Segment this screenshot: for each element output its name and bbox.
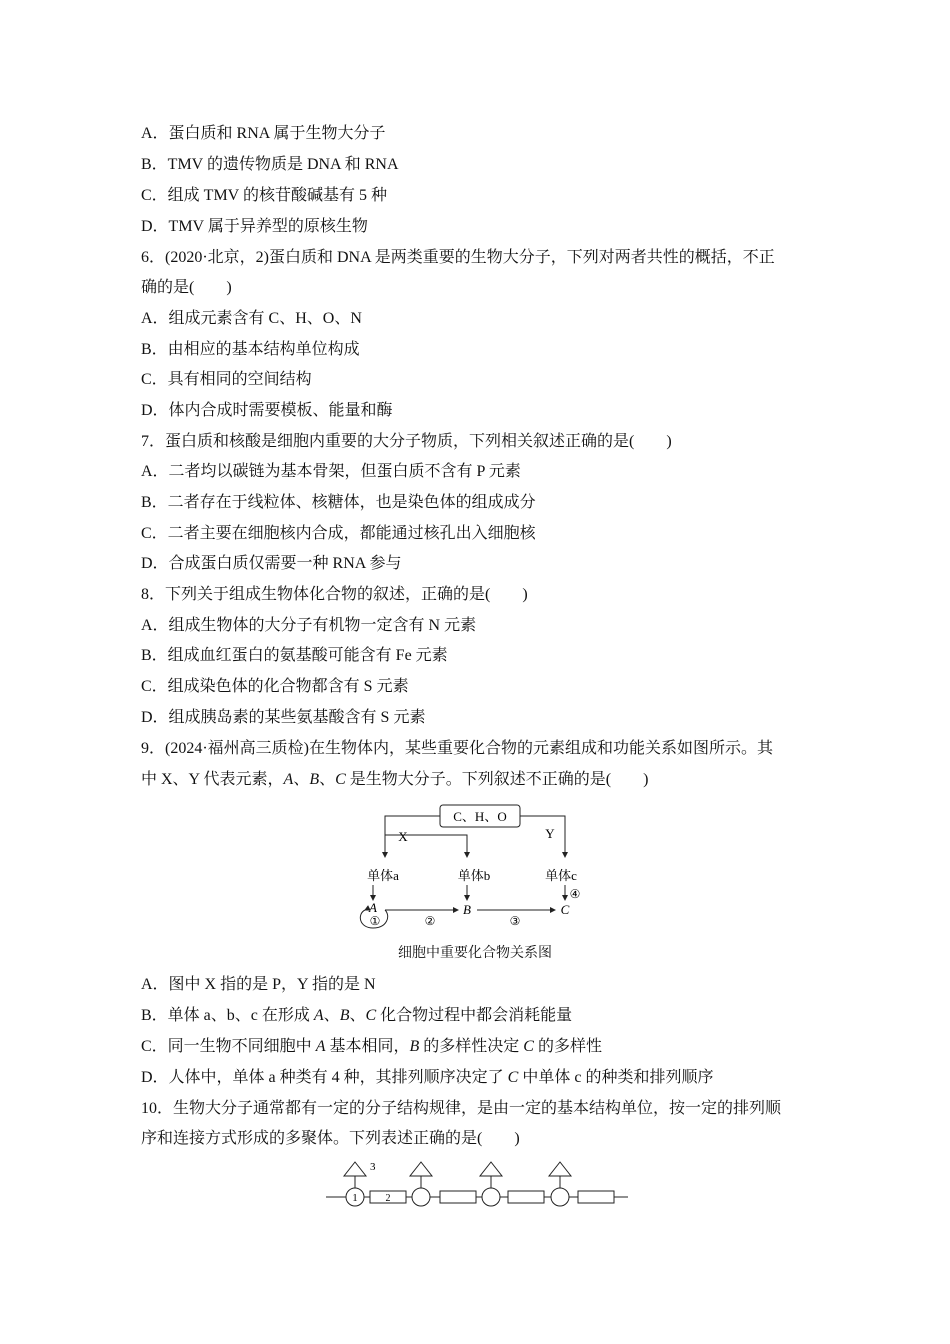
triangle-unit-3 [480, 1162, 502, 1176]
q9-stem-line1: 9．(2024·福州高三质检)在生物体内，某些重要化合物的元素组成和功能关系如图所示。其 [141, 740, 773, 757]
q9-c-pre: C．同一生物不同细胞中 [141, 1038, 316, 1055]
q5-option-b: B．TMV 的遗传物质是 DNA 和 RNA [141, 156, 399, 173]
q10-stem-line2: 序和连接方式形成的多聚体。下列表述正确的是( ) [141, 1130, 520, 1147]
y-label: Y [545, 826, 555, 841]
q9-stem-a: A [283, 771, 294, 788]
monomer-b: 单体b [457, 868, 491, 883]
node-c: C [560, 902, 570, 917]
monomer-a: 单体a [367, 868, 399, 883]
q9-d-c: C [507, 1069, 519, 1086]
q9-c-b: B [409, 1038, 420, 1055]
q8-option-c: C．组成染色体的化合物都含有 S 元素 [141, 678, 409, 695]
branch-right [520, 816, 565, 857]
q9-stem-c: C [335, 771, 346, 788]
label-3: 3 [370, 1161, 376, 1173]
q9-b-a: A [313, 1007, 324, 1024]
circle-unit-3 [482, 1188, 500, 1206]
rect-unit-4 [578, 1191, 614, 1203]
q9-d-post: 中单体 c 的种类和排列顺序 [518, 1069, 714, 1086]
q9-stem-tail: 是生物大分子。下列叙述不正确的是( ) [345, 771, 649, 788]
branch-middle [385, 835, 467, 857]
q6-option-d: D．体内合成时需要模板、能量和酶 [141, 402, 393, 419]
q7-stem: 7．蛋白质和核酸是细胞内重要的大分子物质，下列相关叙述正确的是( ) [141, 433, 672, 450]
q9-stem-text: 中 X、Y 代表元素， [141, 771, 284, 788]
q7-option-d: D．合成蛋白质仅需要一种 RNA 参与 [141, 555, 402, 572]
x-label: X [398, 829, 408, 844]
q9-diagram [355, 802, 595, 932]
q9-option-b [141, 1006, 572, 1026]
q7-option-c: C．二者主要在细胞核内合成，都能通过核孔出入细胞核 [141, 525, 536, 542]
q9-stem-line2 [141, 770, 648, 790]
q8-option-a: A．组成生物体的大分子有机物一定含有 N 元素 [141, 617, 477, 634]
q9-option-c [141, 1037, 602, 1057]
q9-b-sep1: 、 [323, 1007, 340, 1024]
q9-stem-sep2: 、 [319, 771, 336, 788]
q9-c-a: A [315, 1038, 326, 1055]
step-3-label: ③ [509, 914, 521, 928]
q9-c-mid2: 的多样性决定 [419, 1038, 524, 1055]
q6-stem-line2: 确的是( ) [141, 279, 232, 296]
q10-stem-line1: 10．生物大分子通常都有一定的分子结构规律，是由一定的基本结构单位，按一定的排列顺 [141, 1100, 782, 1117]
q9-b-pre: B．单体 a、b、c 在形成 [141, 1007, 314, 1024]
q8-option-d: D．组成胰岛素的某些氨基酸含有 S 元素 [141, 709, 426, 726]
q6-option-b: B．由相应的基本结构单位构成 [141, 341, 360, 358]
q5-option-a: A．蛋白质和 RNA 属于生物大分子 [141, 125, 386, 142]
q7-option-a: A．二者均以碳链为基本骨架，但蛋白质不含有 P 元素 [141, 463, 521, 480]
monomer-c: 单体c [545, 868, 577, 883]
q5-option-d: D．TMV 属于异养型的原核生物 [141, 218, 368, 235]
elements-box-label: C、H、O [453, 809, 507, 824]
q9-b-post: 化合物过程中都会消耗能量 [376, 1007, 573, 1024]
circle-unit-4 [551, 1188, 569, 1206]
q7-option-b: B．二者存在于线粒体、核糖体，也是染色体的组成成分 [141, 494, 536, 511]
triangle-unit-4 [549, 1162, 571, 1176]
q9-figure-caption: 细胞中重要化合物关系图 [398, 946, 552, 961]
q9-c-c: C [523, 1038, 534, 1055]
q9-stem-b: B [309, 771, 320, 788]
q8-option-b: B．组成血红蛋白的氨基酸可能含有 Fe 元素 [141, 647, 448, 664]
q8-stem: 8．下列关于组成生物体化合物的叙述，正确的是( ) [141, 586, 528, 603]
label-2: 2 [385, 1193, 391, 1204]
q9-b-b: B [339, 1007, 350, 1024]
q9-c-post: 的多样性 [533, 1038, 602, 1055]
triangle-unit-2 [410, 1162, 432, 1176]
triangle-unit-1 [344, 1162, 366, 1176]
circle-unit-2 [412, 1188, 430, 1206]
q9-b-sep2: 、 [349, 1007, 366, 1024]
q9-b-c: C [365, 1007, 377, 1024]
q9-c-mid: 基本相同， [325, 1038, 410, 1055]
label-1: 1 [352, 1192, 358, 1204]
q9-option-a: A．图中 X 指的是 P，Y 指的是 N [141, 976, 376, 993]
step-4-label: ④ [569, 887, 581, 901]
node-a: A [369, 900, 377, 915]
node-b: B [463, 902, 471, 917]
q9-d-pre: D．人体中，单体 a 种类有 4 种，其排列顺序决定了 [141, 1069, 508, 1086]
q9-option-d [141, 1068, 713, 1088]
rect-unit-2 [440, 1191, 476, 1203]
q6-option-c: C．具有相同的空间结构 [141, 371, 312, 388]
branch-left [385, 816, 440, 857]
rect-unit-3 [508, 1191, 544, 1203]
q9-stem-sep1: 、 [293, 771, 310, 788]
q10-polymer-diagram [322, 1158, 632, 1210]
q5-option-c: C．组成 TMV 的核苷酸碱基有 5 种 [141, 187, 387, 204]
q6-option-a: A．组成元素含有 C、H、O、N [141, 310, 362, 327]
step-1-label: ① [369, 914, 381, 928]
step-2-label: ② [424, 914, 436, 928]
q6-stem-line1: 6．(2020·北京，2)蛋白质和 DNA 是两类重要的生物大分子，下列对两者共性的概括，不正 [141, 249, 775, 266]
